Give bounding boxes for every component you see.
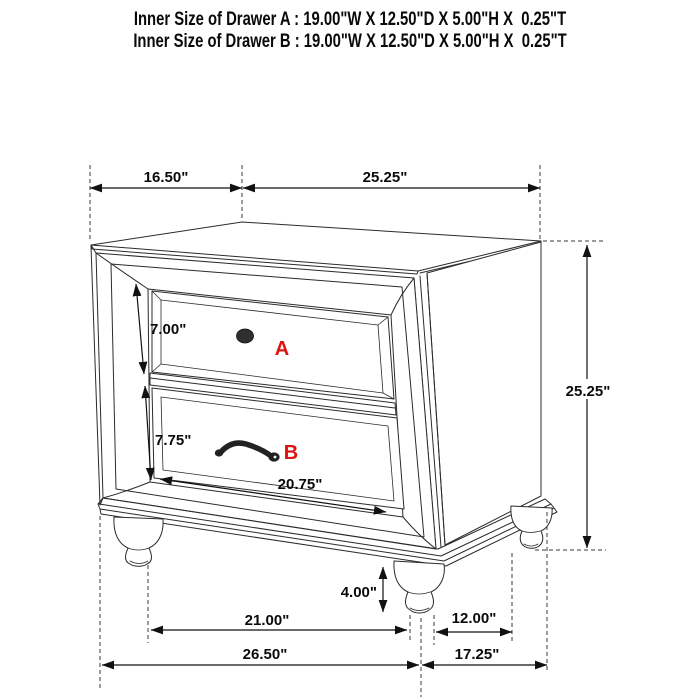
foot-front-center <box>394 561 444 613</box>
drawer-a-label: A <box>274 338 290 360</box>
foot-shape <box>394 561 444 613</box>
header-line-drawer-a: Inner Size of Drawer A : 19.00"W X 12.50"D X 5.00"H X 0.25"T <box>133 9 567 30</box>
foot-front-left <box>114 517 163 566</box>
handle-end-hole <box>274 456 277 459</box>
dimension-label: 17.25" <box>454 646 500 663</box>
extension-lines <box>148 565 410 643</box>
dimension-label: 26.50" <box>242 646 288 663</box>
foot-back-right <box>511 506 552 548</box>
drawer-b-label: B <box>283 442 299 464</box>
nightstand-side-panel <box>414 242 541 549</box>
header-line-drawer-b: Inner Size of Drawer B : 19.00"W X 12.50"D X 5.00"H X 0.25"T <box>133 31 567 52</box>
foot-shape <box>511 506 552 548</box>
handle-end-left <box>215 449 223 456</box>
dimension-label: 21.00" <box>244 612 290 629</box>
extension-lines <box>434 553 512 645</box>
dim-front-feet-span <box>148 565 410 643</box>
dimension-label: 25.25" <box>362 169 408 186</box>
dimension-label: 7.75" <box>155 432 192 449</box>
drawer-a-knob <box>237 329 254 343</box>
dimension-label: 4.00" <box>340 584 377 601</box>
foot-shape <box>114 517 163 566</box>
dim-foot-height <box>341 567 383 612</box>
dim-overall-height <box>535 241 616 550</box>
dimension-label: 25.25" <box>565 383 611 400</box>
dimension-label: 20.75" <box>277 476 323 493</box>
dimension-label: 12.00" <box>451 610 497 627</box>
dim-side-feet-span <box>434 553 512 645</box>
dimension-label: 16.50" <box>143 169 189 186</box>
dimension-label: 7.00" <box>150 321 187 338</box>
side-panel <box>427 242 541 545</box>
